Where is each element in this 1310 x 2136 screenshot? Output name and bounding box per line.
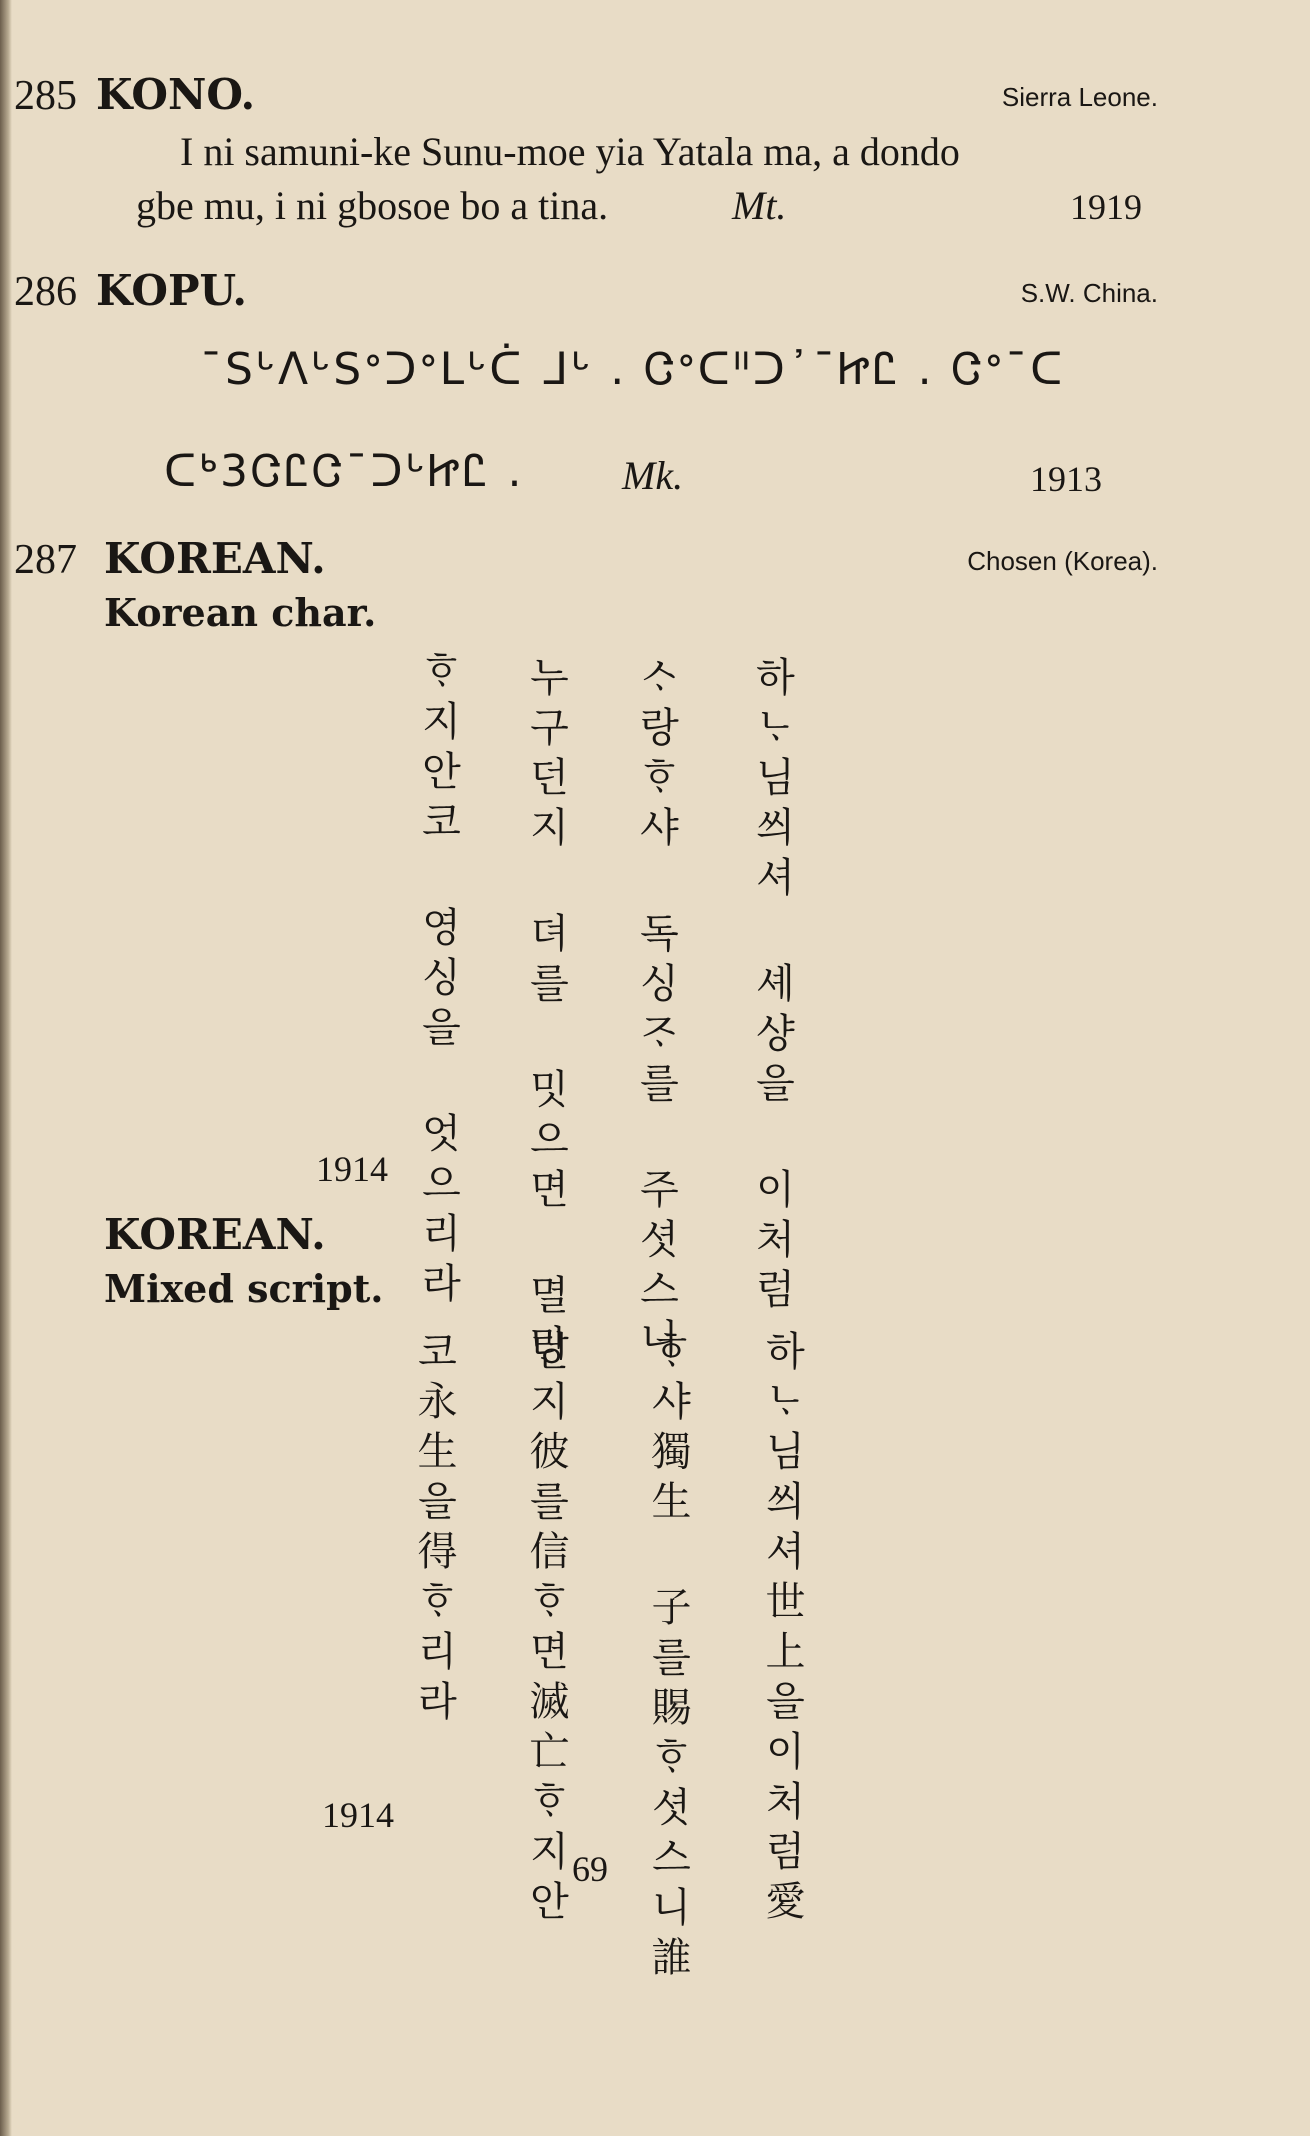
mixed-column-1: 하ᄂᆞ님씌셔世上을이처럼愛 bbox=[759, 1330, 805, 1930]
syllabic-line-2: ᑕᒃ3ᏣᏝᏣˉᑐᒡᏥᏝ . bbox=[164, 446, 525, 497]
scripture-reference: Mt. bbox=[732, 183, 787, 228]
region-label: Chosen (Korea). bbox=[967, 546, 1158, 576]
year: 1914 bbox=[316, 1149, 388, 1189]
language-name: KONO. bbox=[96, 70, 256, 119]
korean-column-2: ᄉᆞ랑ᄒᆞ샤 독싱ᄌᆞ를 주셧스니 bbox=[633, 656, 679, 1368]
script-label: Korean char. bbox=[104, 590, 377, 635]
script-label: Mixed script. bbox=[104, 1266, 384, 1311]
language-name: KOREAN. bbox=[104, 534, 326, 583]
scripture-reference: Mk. bbox=[622, 453, 684, 498]
language-name: KOREAN. bbox=[104, 1210, 326, 1259]
syllabic-line-1: ˉSᒡᐱᒡSᐤᑐᐤᒪᒡᑖ ᒧᒡ . Ꮳᐤᑕᐦᑐ᾽ˉᏥᏝ . Ꮳᐤˉᑕ bbox=[200, 344, 1066, 395]
entry-number: 285 bbox=[14, 73, 77, 119]
mixed-column-3: 던지彼를信ᄒᆞ면滅亡ᄒᆞ지안 bbox=[523, 1330, 569, 1930]
entry-number: 286 bbox=[14, 269, 77, 315]
language-name: KOPU. bbox=[96, 266, 247, 315]
year: 1913 bbox=[1030, 459, 1102, 499]
text-line-2: gbe mu, i ni gbosoe bo a tina. bbox=[136, 183, 609, 228]
year: 1914 bbox=[322, 1795, 394, 1835]
korean-column-4: ᄒᆞ지안코 영싱을 엇으리라 bbox=[415, 650, 461, 1312]
page-number: 69 bbox=[572, 1849, 608, 1889]
korean-column-3: 누구던지 뎌를 밋으면 멸망 bbox=[523, 656, 569, 1374]
mixed-column-4: 코永生을得ᄒᆞ리라 bbox=[411, 1330, 457, 1730]
korean-column-1: 하ᄂᆞ님씌셔 셰샹을 이처럼 bbox=[749, 656, 795, 1318]
entry-number: 287 bbox=[14, 537, 77, 583]
text-line-1: I ni samuni-ke Sunu-moe yia Yatala ma, a dondo bbox=[180, 129, 960, 174]
region-label: S.W. China. bbox=[1020, 278, 1158, 308]
region-label: Sierra Leone. bbox=[1001, 82, 1158, 112]
year: 1919 bbox=[1070, 187, 1142, 227]
mixed-column-2: ᄒᆞ샤獨生 子를賜ᄒᆞ셧스니誰 bbox=[645, 1330, 691, 1986]
